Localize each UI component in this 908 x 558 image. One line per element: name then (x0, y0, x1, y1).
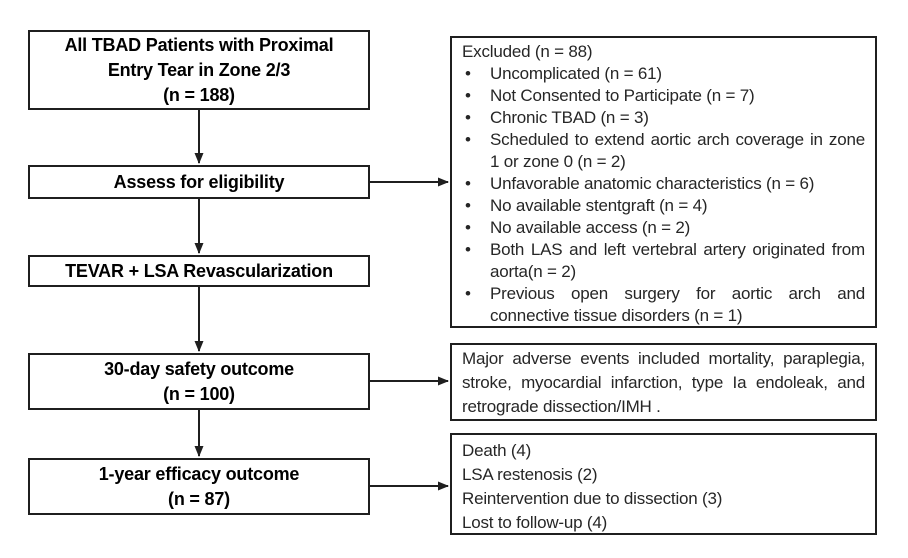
excluded-reason-text: Unfavorable anatomic characteristics (n = 6) (490, 174, 815, 193)
excluded-reason-item (462, 129, 865, 173)
excluded-reason-text: No available access (n = 2) (490, 218, 691, 237)
excluded-reason-text: Uncomplicated (n = 61) (490, 64, 662, 83)
adverse-events-box (450, 343, 877, 421)
excluded-reason-item (462, 63, 865, 85)
bullet-icon: • (465, 240, 471, 259)
excluded-box (450, 36, 877, 328)
bullet-icon: • (465, 174, 471, 193)
procedure-box (28, 255, 370, 287)
excluded-reason-text: Both LAS and left vertebral artery originated from aorta(n = 2) (490, 240, 865, 281)
excluded-reason-item (462, 85, 865, 107)
patients-box (28, 30, 370, 110)
efficacy-outcome-line1: 1-year efficacy outcome (98, 463, 300, 484)
bullet-icon: • (465, 108, 471, 127)
excluded-reason-item (462, 283, 865, 327)
bullet-icon: • (465, 64, 471, 83)
followup-loss-line2: LSA restenosis (2) (462, 465, 598, 484)
efficacy-outcome-line2: (n = 87) (168, 488, 230, 509)
excluded-reason-text: Scheduled to extend aortic arch coverage in zone 1 or zone 0 (n = 2) (490, 130, 865, 171)
excluded-box-title: Excluded (n = 88) (462, 42, 593, 61)
followup-loss-line3: Reintervention due to dissection (3) (462, 489, 723, 508)
excluded-reason-item (462, 239, 865, 283)
followup-loss-line4: Lost to follow-up (4) (462, 513, 608, 532)
followup-loss-line1: Death (4) (462, 441, 532, 460)
bullet-icon: • (465, 130, 471, 149)
efficacy-outcome-box (28, 458, 370, 515)
excluded-reason-item (462, 195, 865, 217)
excluded-reason-item (462, 107, 865, 129)
excluded-reason-text: Chronic TBAD (n = 3) (490, 108, 649, 127)
procedure-box-label: TEVAR + LSA Revascularization (65, 260, 333, 281)
patients-box-line2: Entry Tear in Zone 2/3 (107, 59, 291, 80)
patients-box-line1: All TBAD Patients with Proximal (64, 34, 334, 55)
excluded-reason-text: No available stentgraft (n = 4) (490, 196, 708, 215)
excluded-reasons-list (462, 63, 865, 327)
bullet-icon: • (465, 284, 471, 303)
safety-outcome-box (28, 353, 370, 410)
safety-outcome-line1: 30-day safety outcome (104, 358, 294, 379)
eligibility-box-label: Assess for eligibility (113, 171, 285, 192)
bullet-icon: • (465, 86, 471, 105)
excluded-reason-item (462, 173, 865, 195)
excluded-reason-text: Not Consented to Participate (n = 7) (490, 86, 755, 105)
bullet-icon: • (465, 218, 471, 237)
safety-outcome-line2: (n = 100) (163, 383, 235, 404)
excluded-reason-item (462, 217, 865, 239)
eligibility-box (28, 165, 370, 199)
patients-box-line3: (n = 188) (163, 84, 235, 105)
followup-losses-box (450, 433, 877, 535)
bullet-icon: • (465, 196, 471, 215)
adverse-events-text: Major adverse events included mortality, paraplegia, stroke, myocardial infarction, type Ia endoleak, and retrograde dissection/IMH . (462, 349, 865, 416)
excluded-reason-text: Previous open surgery for aortic arch and connective tissue disorders (n = 1) (490, 284, 865, 325)
